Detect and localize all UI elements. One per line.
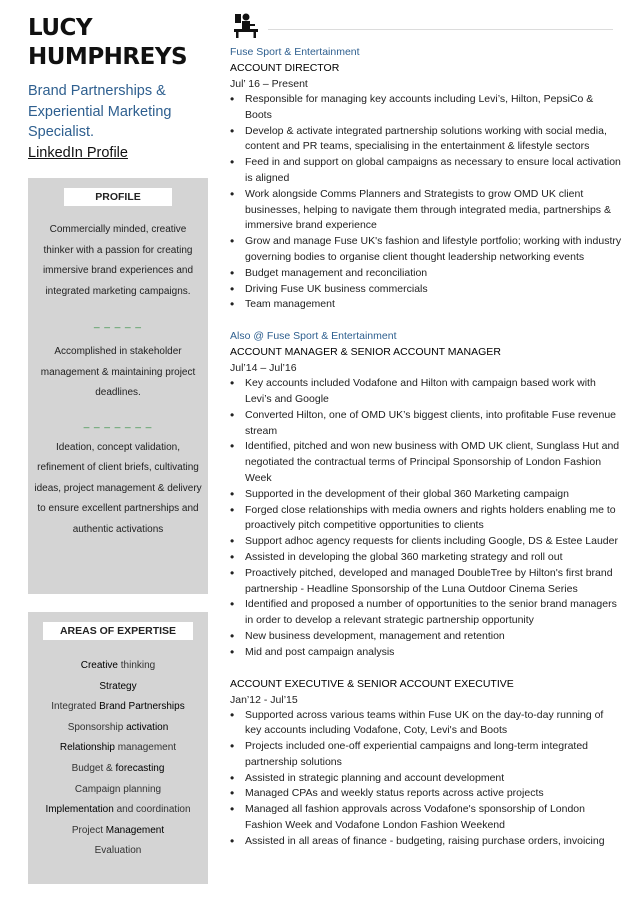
- bullet-item: • Assisted in strategic planning and account development: [230, 771, 622, 787]
- bullet-item: • Support adhoc agency requests for clients including Google, DS & Estee Lauder: [230, 534, 622, 550]
- company-name: Fuse Sport & Entertainment: [230, 46, 360, 58]
- area-item-text: and coordination: [113, 804, 191, 816]
- bullet-item: • Identified, pitched and won new business with OMD UK client, Sunglass Hut and negotiated the contractual terms of Principal Sponsorship of London Fashion Week: [230, 439, 622, 486]
- bullet-item: • Team management: [230, 297, 622, 313]
- linkedin-profile-link[interactable]: LinkedIn Profile: [28, 144, 128, 161]
- area-item-strong: Implementation: [45, 804, 114, 816]
- areas-of-expertise-panel: [28, 612, 208, 884]
- bullet-item: • Forged close relationships with media owners and rights holders enabling me to proactively pitch competitive opportunities to clients: [230, 503, 622, 535]
- bullet-item: • Proactively pitched, developed and managed DoubleTree by Hilton's first brand partnership - Headline Sponsorship of the Luna Outdoor Cinema Series: [230, 566, 622, 598]
- company-name: Also @ Fuse Sport & Entertainment: [230, 330, 397, 343]
- area-item-strong: Management: [105, 824, 165, 836]
- job-dates: Jul’ 16 – Present: [230, 78, 308, 90]
- area-item: [28, 841, 208, 862]
- profile-divider: _ _ _ _ _: [94, 318, 142, 329]
- bullet-item: • Feed in and support on global campaigns as necessary to ensure local activation is aligned: [230, 155, 622, 187]
- left-column: [28, 14, 208, 163]
- area-item: [28, 738, 208, 759]
- area-item-text: thinking: [118, 660, 156, 671]
- bullet-item: • New business development, management and retention: [230, 629, 622, 645]
- bullet-item: • Driving Fuse UK business commercials: [230, 282, 622, 298]
- profile-ideation: Ideation, concept validation, refinement of client briefs, cultivating ideas, project management & delivery to ensure excellent partnerships and authentic activations: [34, 441, 202, 535]
- tagline-line: Experiential Marketing: [28, 103, 172, 120]
- area-item-text: Project: [71, 824, 106, 836]
- bullet-item: • Managed CPAs and weekly status reports across active projects: [230, 786, 622, 802]
- bullet-item: • Key accounts included Vodafone and Hilton with campaign based work with Levi’s and Google: [230, 376, 622, 408]
- bullet-item: • Supported across various teams within Fuse UK on the day-to-day running of key accounts including Vodafone, Coty, Levi's and Boots: [230, 708, 622, 740]
- job-title: ACCOUNT EXECUTIVE & SENIOR ACCOUNT EXECUTIVE: [230, 677, 514, 690]
- bullet-item: • Identified and proposed a number of opportunities to the senior brand managers in order to develop a relevant strategic partnership opportunity: [230, 597, 622, 629]
- area-item: [28, 697, 208, 718]
- header-rule: [268, 29, 613, 30]
- job-responsibilities: [230, 92, 622, 313]
- bullet-item: • Converted Hilton, one of OMD UK’s biggest clients, into profitable Fuse revenue stream: [230, 408, 622, 440]
- bullet-item: • Assisted in all areas of finance - budgeting, raising purchase orders, invoicing: [230, 834, 622, 850]
- area-item: [28, 800, 208, 821]
- area-item: [28, 718, 208, 739]
- area-item-strong: Strategy: [99, 680, 137, 692]
- name-last: HUMPHREYS: [28, 44, 188, 70]
- bullet-item: • Budget management and reconciliation: [230, 266, 622, 282]
- bullet-item: • Mid and post campaign analysis: [230, 645, 622, 661]
- area-item-text: Integrated: [51, 701, 100, 713]
- profile-divider: _ _ _ _ _ _ _: [83, 417, 153, 429]
- area-item: [28, 780, 208, 801]
- tagline: [28, 81, 208, 143]
- area-item-strong: Relationship: [59, 742, 115, 754]
- bullet-item: • Responsible for managing key accounts including Levi’s, Hilton, PepsiCo & Boots: [230, 92, 622, 124]
- job-title: ACCOUNT DIRECTOR: [230, 62, 340, 74]
- area-item-text: Campaign planning: [74, 783, 162, 795]
- area-item-text: management: [114, 742, 177, 754]
- profile-stakeholder: Accomplished in stakeholder management & maintaining project deadlines.: [40, 346, 196, 398]
- job-dates: Jul’14 – Jul’16: [230, 362, 297, 375]
- area-item: [28, 656, 208, 677]
- bullet-item: • Assisted in developing the global 360 marketing strategy and roll out: [230, 550, 622, 566]
- job-responsibilities: [230, 708, 622, 850]
- area-item-text: Sponsorship: [67, 721, 127, 733]
- area-item: [28, 821, 208, 842]
- tagline-line: Specialist.: [28, 124, 95, 140]
- bullet-item: • Work alongside Comms Planners and Strategists to grow OMD UK client businesses, helping to navigate them through integrated media, partnerships & immersive brand experience: [230, 187, 622, 234]
- area-item: [28, 677, 208, 698]
- tagline-line: Brand Partnerships &: [28, 83, 166, 99]
- job-entry: [230, 328, 622, 660]
- area-item-text: Evaluation: [94, 845, 142, 857]
- job-dates: Jan’12 - Jul’15: [230, 693, 298, 706]
- job-entry: [230, 44, 622, 313]
- job-responsibilities: [230, 376, 622, 660]
- area-item-strong: activation: [126, 721, 169, 733]
- area-item-strong: Brand Partnerships: [99, 701, 185, 713]
- bullet-item: • Grow and manage Fuse UK's fashion and lifestyle portfolio; working with industry governing bodies to organise client thought leadership networking events: [230, 234, 622, 266]
- area-item: [28, 759, 208, 780]
- bullet-item: • Managed all fashion approvals across Vodafone's sponsorship of London Fashion Week and Vodafone London Fashion Weekend: [230, 802, 622, 834]
- candidate-name: [28, 14, 208, 72]
- name-first: LUCY: [28, 15, 93, 41]
- profile-panel: [28, 178, 208, 594]
- experience-column: [230, 44, 622, 850]
- bullet-item: • Projects included one-off experiential campaigns and long-term integrated partnership solutions: [230, 739, 622, 771]
- bullet-item: • Supported in the development of their global 360 Marketing campaign: [230, 487, 622, 503]
- areas-heading: AREAS OF EXPERTISE: [43, 622, 193, 640]
- area-item-text: Budget &: [71, 762, 116, 774]
- job-entry: [230, 676, 622, 850]
- bullet-item: • Develop & activate integrated partnership solutions working with social media, content and PR teams, specialising in the entertainment & lifestyle sectors: [230, 124, 622, 156]
- person-at-desk-icon: [232, 12, 260, 38]
- job-title: ACCOUNT MANAGER & SENIOR ACCOUNT MANAGER: [230, 346, 501, 359]
- areas-list: [28, 656, 208, 862]
- profile-summary: Commercially minded, creative thinker with a passion for creating immersive brand experiences and integrated marketing campaigns.: [42, 224, 194, 297]
- area-item-strong: Creative: [80, 660, 118, 671]
- profile-heading: PROFILE: [64, 188, 172, 206]
- area-item-strong: forecasting: [115, 762, 165, 774]
